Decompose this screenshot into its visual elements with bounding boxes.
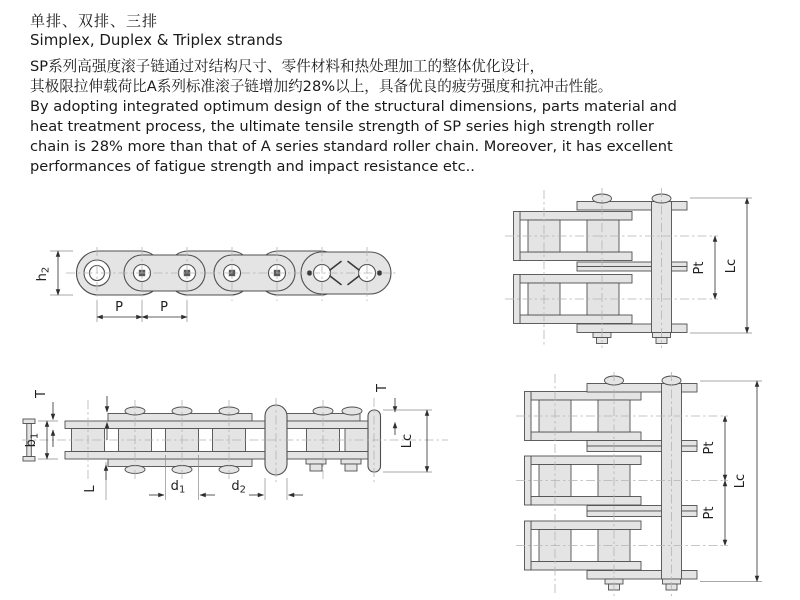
diagram-plan-view xyxy=(22,384,448,500)
pin-ends xyxy=(593,333,671,344)
label-p1: P xyxy=(115,300,123,315)
diagram-side-view xyxy=(35,247,398,322)
dimension-lc-triplex xyxy=(700,381,762,582)
dimension-p xyxy=(97,300,187,322)
page-title-en: Simplex, Duplex & Triplex strands xyxy=(30,31,283,49)
dimension-lc-plan xyxy=(383,410,432,472)
label-t-right: T xyxy=(375,384,390,392)
label-d1: d1 xyxy=(170,479,186,496)
label-l: L xyxy=(83,485,98,493)
dimension-pt xyxy=(692,236,715,299)
description-en-line4: performances of fatigue strength and impact resistance etc.. xyxy=(30,158,475,175)
description-en-line1: By adopting integrated optimum design of the structural dimensions, parts material and xyxy=(30,98,677,115)
label-d2: d2 xyxy=(231,479,246,496)
description-zh-line2: 其极限拉伸载荷比A系列标准滚子链增加约28%以上，具备优良的疲劳强度和抗冲击性能。 xyxy=(30,78,613,95)
label-t-left: T xyxy=(34,390,49,398)
pin-ends xyxy=(306,459,361,471)
label-b1: b1 xyxy=(24,432,41,448)
label-pt2: Pt xyxy=(702,506,717,520)
label-pt1: Pt xyxy=(702,441,717,455)
label-lc: Lc xyxy=(724,258,739,274)
dimension-pt2 xyxy=(702,481,725,546)
description-en-line3: chain is 28% more than that of A series standard roller chain. Moreover, it has excellent xyxy=(30,138,673,155)
label-h2: h2 xyxy=(35,266,52,282)
label-pt: Pt xyxy=(692,261,707,275)
description-zh-line1: SP系列高强度滚子链通过对结构尺寸、零件材料和热处理加工的整体优化设计， xyxy=(30,58,545,75)
diagram-duplex-section xyxy=(505,188,752,348)
page-title-zh: 单排、双排、三排 xyxy=(30,12,159,30)
pin-ends xyxy=(605,579,681,590)
label-p2: P xyxy=(160,300,168,315)
description-en-line2: heat treatment process, the ultimate tensile strength of SP series high strength roller xyxy=(30,118,654,135)
label-lc-plan: Lc xyxy=(400,433,415,449)
dimension-pt1 xyxy=(702,416,725,481)
dimension-l xyxy=(83,462,106,500)
diagram-triplex-section xyxy=(516,372,762,596)
label-lc-triplex: Lc xyxy=(733,473,748,489)
dimension-d2 xyxy=(231,478,303,500)
